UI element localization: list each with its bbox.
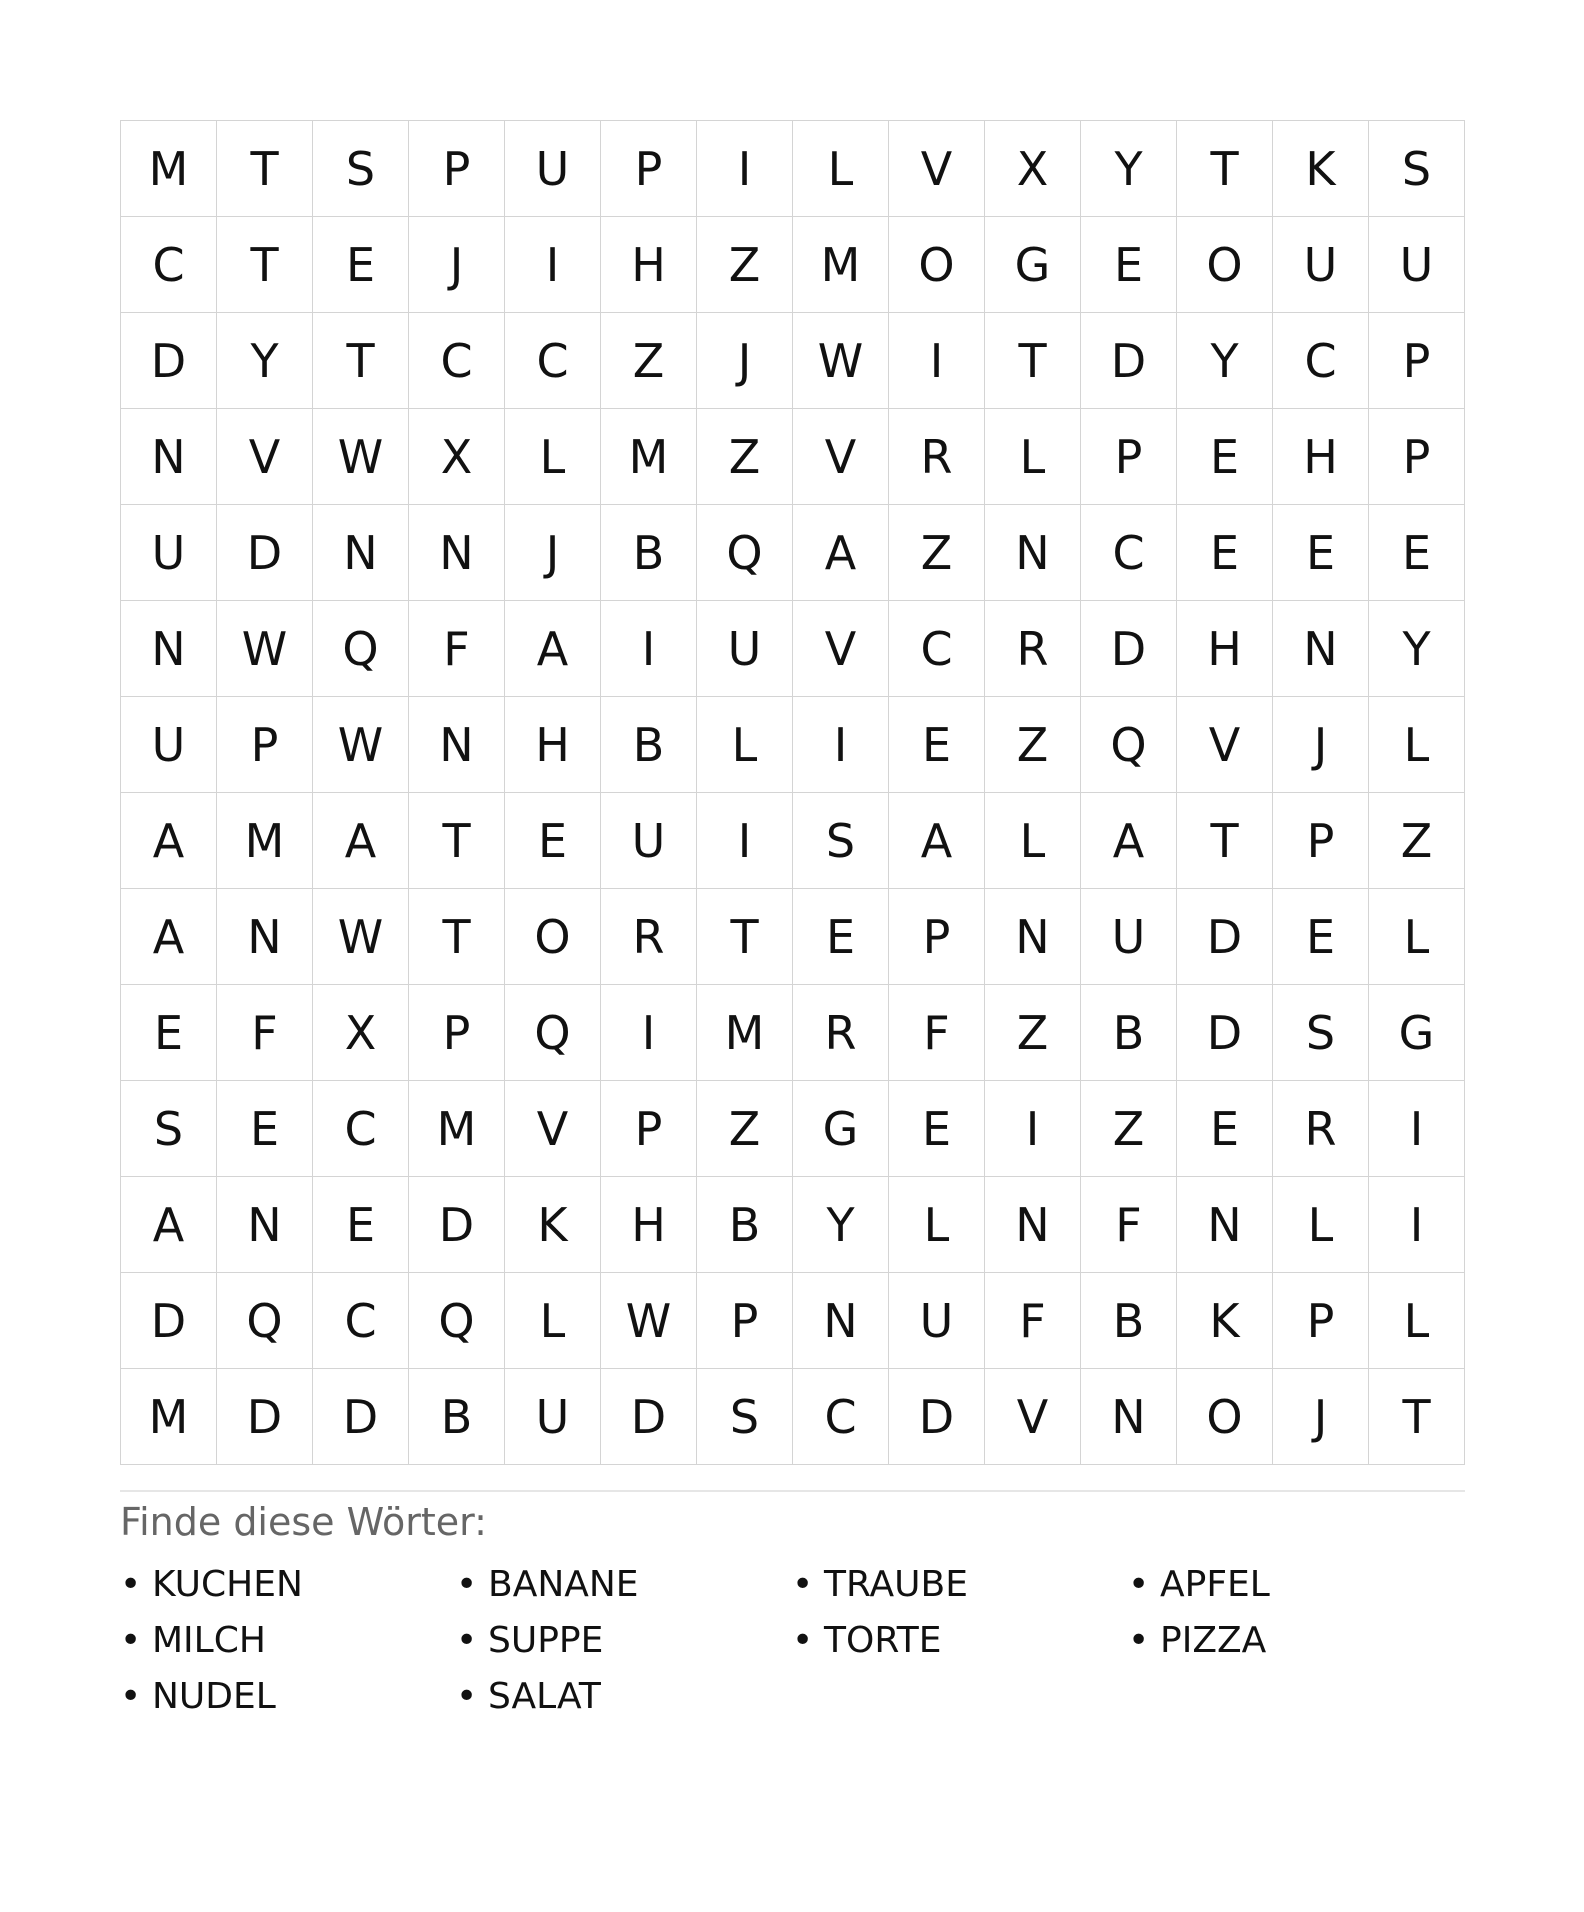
grid-cell[interactable]: E	[313, 217, 409, 313]
grid-cell[interactable]: P	[1273, 793, 1369, 889]
grid-cell[interactable]: A	[1081, 793, 1177, 889]
grid-cell[interactable]: O	[1177, 1369, 1273, 1465]
word-label: SUPPE	[488, 1619, 604, 1661]
grid-cell[interactable]: I	[697, 121, 793, 217]
grid-cell[interactable]: E	[793, 889, 889, 985]
grid-cell[interactable]: N	[121, 409, 217, 505]
grid-cell[interactable]: D	[889, 1369, 985, 1465]
grid-cell[interactable]: T	[409, 793, 505, 889]
grid-cell[interactable]: S	[697, 1369, 793, 1465]
grid-cell[interactable]: Z	[697, 1081, 793, 1177]
grid-cell[interactable]: M	[793, 217, 889, 313]
grid-cell[interactable]: J	[505, 505, 601, 601]
grid-cell[interactable]: L	[985, 793, 1081, 889]
grid-cell[interactable]: V	[889, 121, 985, 217]
grid-cell[interactable]: N	[1273, 601, 1369, 697]
grid-cell[interactable]: Z	[985, 697, 1081, 793]
grid-cell[interactable]: O	[1177, 217, 1273, 313]
grid-cell[interactable]: F	[409, 601, 505, 697]
grid-cell[interactable]: P	[409, 121, 505, 217]
grid-cell[interactable]: L	[697, 697, 793, 793]
grid-cell[interactable]: W	[793, 313, 889, 409]
grid-cell[interactable]: B	[1081, 985, 1177, 1081]
grid-cell[interactable]: S	[313, 121, 409, 217]
grid-cell[interactable]: V	[1177, 697, 1273, 793]
grid-cell[interactable]: T	[313, 313, 409, 409]
word-list-item	[456, 1556, 792, 1612]
grid-cell[interactable]: M	[121, 121, 217, 217]
grid-cell[interactable]: M	[217, 793, 313, 889]
grid-cell[interactable]: D	[217, 505, 313, 601]
grid-cell[interactable]: Z	[1369, 793, 1465, 889]
grid-cell[interactable]: Q	[697, 505, 793, 601]
grid-cell[interactable]: E	[313, 1177, 409, 1273]
divider	[120, 1490, 1465, 1492]
grid-cell[interactable]: F	[985, 1273, 1081, 1369]
bullet-icon: •	[1128, 1563, 1150, 1605]
word-label: MILCH	[152, 1619, 266, 1661]
grid-cell[interactable]: M	[409, 1081, 505, 1177]
grid-cell[interactable]: W	[313, 697, 409, 793]
grid-cell[interactable]: Z	[985, 985, 1081, 1081]
grid-cell[interactable]: R	[793, 985, 889, 1081]
grid-cell[interactable]: V	[505, 1081, 601, 1177]
grid-cell[interactable]: L	[1369, 697, 1465, 793]
grid-cell[interactable]: U	[505, 1369, 601, 1465]
grid-cell[interactable]: E	[1081, 217, 1177, 313]
grid-cell[interactable]: T	[985, 313, 1081, 409]
grid-cell[interactable]: V	[985, 1369, 1081, 1465]
grid-cell[interactable]: X	[985, 121, 1081, 217]
word-list-item	[1128, 1556, 1464, 1612]
grid-cell[interactable]: Y	[217, 313, 313, 409]
grid-cell[interactable]: U	[889, 1273, 985, 1369]
word-list	[120, 1556, 1464, 1724]
grid-cell[interactable]: N	[217, 1177, 313, 1273]
grid-cell[interactable]: Z	[889, 505, 985, 601]
word-list-item	[1128, 1612, 1464, 1668]
grid-cell[interactable]: R	[601, 889, 697, 985]
bullet-icon: •	[456, 1675, 478, 1717]
grid-cell[interactable]: F	[217, 985, 313, 1081]
word-label: TRAUBE	[824, 1563, 968, 1605]
grid-cell[interactable]: H	[1177, 601, 1273, 697]
grid-cell[interactable]: D	[1177, 889, 1273, 985]
word-label: BANANE	[488, 1563, 639, 1605]
grid-cell[interactable]: P	[217, 697, 313, 793]
bullet-icon: •	[792, 1563, 814, 1605]
grid-cell[interactable]: I	[601, 985, 697, 1081]
word-search-grid	[120, 120, 1465, 1465]
grid-cell[interactable]: N	[985, 889, 1081, 985]
word-list-item	[120, 1556, 456, 1612]
grid-cell[interactable]: I	[1369, 1177, 1465, 1273]
grid-cell[interactable]: B	[409, 1369, 505, 1465]
grid-cell[interactable]: Q	[217, 1273, 313, 1369]
grid-cell[interactable]: M	[697, 985, 793, 1081]
grid-cell[interactable]: X	[409, 409, 505, 505]
grid-cell[interactable]: L	[505, 1273, 601, 1369]
grid-cell[interactable]: M	[121, 1369, 217, 1465]
grid-cell[interactable]: E	[1273, 889, 1369, 985]
grid-cell[interactable]: K	[505, 1177, 601, 1273]
grid-cell[interactable]: H	[505, 697, 601, 793]
grid-cell[interactable]: O	[505, 889, 601, 985]
grid-cell[interactable]: T	[1177, 121, 1273, 217]
grid-cell[interactable]: D	[409, 1177, 505, 1273]
grid-cell[interactable]: H	[601, 1177, 697, 1273]
grid-cell[interactable]: A	[793, 505, 889, 601]
grid-cell[interactable]: E	[889, 697, 985, 793]
grid-cell[interactable]: L	[1369, 889, 1465, 985]
grid-cell[interactable]: U	[697, 601, 793, 697]
grid-cell[interactable]: K	[1273, 121, 1369, 217]
grid-cell[interactable]: T	[697, 889, 793, 985]
grid-cell[interactable]: A	[505, 601, 601, 697]
grid-cell[interactable]: B	[1081, 1273, 1177, 1369]
grid-cell[interactable]: Q	[505, 985, 601, 1081]
grid-cell[interactable]: E	[1273, 505, 1369, 601]
grid-cell[interactable]: U	[1081, 889, 1177, 985]
grid-cell[interactable]: B	[601, 697, 697, 793]
grid-cell[interactable]: I	[505, 217, 601, 313]
grid-cell[interactable]: D	[1177, 985, 1273, 1081]
grid-cell[interactable]: P	[1369, 313, 1465, 409]
grid-cell[interactable]: E	[889, 1081, 985, 1177]
word-list-item	[456, 1612, 792, 1668]
bullet-icon: •	[120, 1675, 142, 1717]
grid-cell[interactable]: E	[121, 985, 217, 1081]
word-label: TORTE	[824, 1619, 942, 1661]
grid-cell[interactable]: E	[1177, 505, 1273, 601]
grid-cell[interactable]: Q	[409, 1273, 505, 1369]
grid-cell[interactable]: O	[889, 217, 985, 313]
grid-cell[interactable]: D	[121, 1273, 217, 1369]
grid-cell[interactable]: S	[121, 1081, 217, 1177]
grid-cell[interactable]: B	[601, 505, 697, 601]
grid-cell[interactable]: G	[985, 217, 1081, 313]
grid-cell[interactable]: P	[697, 1273, 793, 1369]
bullet-icon: •	[1128, 1619, 1150, 1661]
grid-cell[interactable]: J	[697, 313, 793, 409]
bullet-icon: •	[456, 1619, 478, 1661]
grid-cell[interactable]: A	[121, 889, 217, 985]
grid-cell[interactable]: Z	[697, 409, 793, 505]
grid-cell[interactable]: U	[121, 697, 217, 793]
grid-cell[interactable]: D	[121, 313, 217, 409]
grid-cell[interactable]: N	[793, 1273, 889, 1369]
grid-cell[interactable]: N	[313, 505, 409, 601]
grid-cell[interactable]: L	[985, 409, 1081, 505]
grid-cell[interactable]: L	[889, 1177, 985, 1273]
grid-cell[interactable]: Z	[1081, 1081, 1177, 1177]
grid-cell[interactable]: N	[121, 601, 217, 697]
grid-cell[interactable]: C	[313, 1081, 409, 1177]
grid-cell[interactable]: R	[1273, 1081, 1369, 1177]
grid-cell[interactable]: Z	[601, 313, 697, 409]
grid-cell[interactable]: E	[505, 793, 601, 889]
grid-cell[interactable]: F	[1081, 1177, 1177, 1273]
grid-cell[interactable]: E	[217, 1081, 313, 1177]
grid-cell[interactable]: C	[409, 313, 505, 409]
grid-cell[interactable]: S	[1369, 121, 1465, 217]
grid-cell[interactable]: L	[793, 121, 889, 217]
grid-cell[interactable]: N	[217, 889, 313, 985]
grid-cell[interactable]: P	[601, 121, 697, 217]
grid-cell[interactable]: I	[601, 601, 697, 697]
grid-cell[interactable]: N	[1177, 1177, 1273, 1273]
grid-cell[interactable]: J	[1273, 697, 1369, 793]
grid-cell[interactable]: C	[1081, 505, 1177, 601]
word-list-item	[456, 1668, 792, 1724]
grid-cell[interactable]: L	[1369, 1273, 1465, 1369]
grid-cell[interactable]: W	[217, 601, 313, 697]
grid-cell[interactable]: A	[121, 1177, 217, 1273]
grid-cell[interactable]: J	[409, 217, 505, 313]
grid-cell[interactable]: Z	[697, 217, 793, 313]
grid-cell[interactable]: X	[313, 985, 409, 1081]
grid-cell[interactable]: A	[121, 793, 217, 889]
grid-cell[interactable]: Y	[793, 1177, 889, 1273]
grid-cell[interactable]: V	[793, 601, 889, 697]
bullet-icon: •	[120, 1563, 142, 1605]
grid-cell[interactable]: E	[1177, 1081, 1273, 1177]
grid-cell[interactable]: A	[889, 793, 985, 889]
grid-cell[interactable]: N	[985, 1177, 1081, 1273]
grid-cell[interactable]: S	[793, 793, 889, 889]
grid-cell[interactable]: K	[1177, 1273, 1273, 1369]
grid-cell[interactable]: N	[1081, 1369, 1177, 1465]
grid-cell[interactable]: M	[601, 409, 697, 505]
grid-cell[interactable]: D	[601, 1369, 697, 1465]
grid-cell[interactable]: Y	[1369, 601, 1465, 697]
grid-cell[interactable]: I	[697, 793, 793, 889]
grid-cell[interactable]: U	[505, 121, 601, 217]
grid-cell[interactable]: U	[121, 505, 217, 601]
grid-cell[interactable]: L	[1273, 1177, 1369, 1273]
grid-cell[interactable]: C	[889, 601, 985, 697]
grid-cell[interactable]: H	[1273, 409, 1369, 505]
grid-cell[interactable]: Q	[313, 601, 409, 697]
grid-cell[interactable]: G	[793, 1081, 889, 1177]
grid-cell[interactable]: E	[1177, 409, 1273, 505]
bullet-icon: •	[792, 1619, 814, 1661]
grid-cell[interactable]: F	[889, 985, 985, 1081]
grid-cell[interactable]: S	[1273, 985, 1369, 1081]
grid-cell[interactable]: P	[889, 889, 985, 985]
grid-cell[interactable]: P	[1273, 1273, 1369, 1369]
grid-cell[interactable]: C	[793, 1369, 889, 1465]
word-label: NUDEL	[152, 1675, 276, 1717]
grid-cell[interactable]: H	[601, 217, 697, 313]
word-label: PIZZA	[1160, 1619, 1267, 1661]
grid-cell[interactable]: V	[793, 409, 889, 505]
grid-cell[interactable]: C	[505, 313, 601, 409]
grid-cell[interactable]: B	[697, 1177, 793, 1273]
grid-cell[interactable]: P	[1081, 409, 1177, 505]
grid-cell[interactable]: T	[1369, 1369, 1465, 1465]
grid-cell[interactable]: P	[1369, 409, 1465, 505]
word-label: SALAT	[488, 1675, 601, 1717]
grid-cell[interactable]: L	[505, 409, 601, 505]
grid-cell[interactable]: N	[985, 505, 1081, 601]
grid-cell[interactable]: I	[985, 1081, 1081, 1177]
grid-cell[interactable]: D	[1081, 601, 1177, 697]
grid-cell[interactable]: V	[217, 409, 313, 505]
word-list-item	[120, 1668, 456, 1724]
grid-cell[interactable]: C	[121, 217, 217, 313]
grid-cell[interactable]: N	[409, 697, 505, 793]
grid-cell[interactable]: R	[985, 601, 1081, 697]
grid-cell[interactable]: C	[313, 1273, 409, 1369]
grid-cell[interactable]: W	[601, 1273, 697, 1369]
grid-cell[interactable]: T	[217, 121, 313, 217]
grid-cell[interactable]: Y	[1081, 121, 1177, 217]
grid-cell[interactable]: D	[313, 1369, 409, 1465]
grid-cell[interactable]: J	[1273, 1369, 1369, 1465]
grid-cell[interactable]: U	[601, 793, 697, 889]
grid-cell[interactable]: D	[1081, 313, 1177, 409]
grid-cell[interactable]: D	[217, 1369, 313, 1465]
grid-cell[interactable]: U	[1273, 217, 1369, 313]
grid-cell[interactable]: I	[889, 313, 985, 409]
grid-cell[interactable]: C	[1273, 313, 1369, 409]
grid-cell[interactable]: W	[313, 409, 409, 505]
word-list-heading: Finde diese Wörter:	[120, 1500, 487, 1544]
grid-cell[interactable]: P	[601, 1081, 697, 1177]
grid-cell[interactable]: A	[313, 793, 409, 889]
grid-cell[interactable]: I	[793, 697, 889, 793]
grid-cell[interactable]: U	[1369, 217, 1465, 313]
word-label: APFEL	[1160, 1563, 1270, 1605]
grid-cell[interactable]: N	[409, 505, 505, 601]
grid-cell[interactable]: E	[1369, 505, 1465, 601]
grid-cell[interactable]: G	[1369, 985, 1465, 1081]
word-list-item	[792, 1612, 1128, 1668]
grid-cell[interactable]: W	[313, 889, 409, 985]
word-list-item	[120, 1612, 456, 1668]
bullet-icon: •	[456, 1563, 478, 1605]
word-list-item	[792, 1556, 1128, 1612]
grid-cell[interactable]: P	[409, 985, 505, 1081]
grid-cell[interactable]: Q	[1081, 697, 1177, 793]
grid-cell[interactable]: Y	[1177, 313, 1273, 409]
bullet-icon: •	[120, 1619, 142, 1661]
grid-cell[interactable]: R	[889, 409, 985, 505]
grid-cell[interactable]: T	[217, 217, 313, 313]
grid-cell[interactable]: I	[1369, 1081, 1465, 1177]
grid-cell[interactable]: T	[409, 889, 505, 985]
grid-cell[interactable]: T	[1177, 793, 1273, 889]
word-label: KUCHEN	[152, 1563, 303, 1605]
